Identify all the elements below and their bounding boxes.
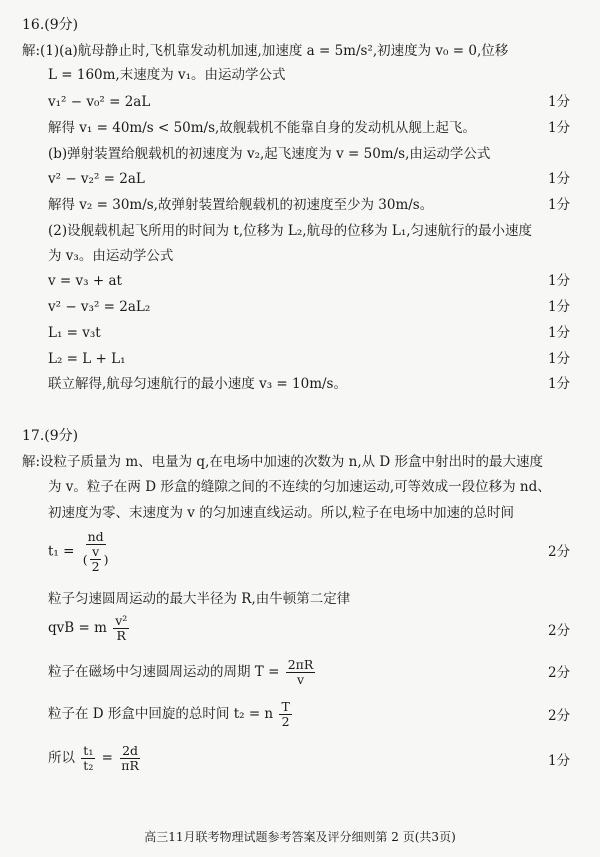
eq-ratio-equals: = <box>101 750 113 766</box>
eq-T-den: v <box>296 672 305 687</box>
eq-t1-inner-fraction <box>90 545 102 574</box>
q16-eq-4: v² − v₃² = 2aL₂ <box>48 299 151 315</box>
q17-line-2: 为 v。粒子在两 D 形盒的缝隙之间的不连续的匀加速运动,可等效成一段位移为 nd、 <box>48 479 551 495</box>
eq-t2-num: T <box>281 699 290 714</box>
eq-qvb-num: v² <box>115 613 128 628</box>
q17-eq-period <box>48 658 317 687</box>
eq-qvb-fraction <box>113 614 129 643</box>
q16-eq-1: v₁² − v₀² = 2aL <box>48 94 151 110</box>
q17-line-6: 粒子在 D 形盒中回旋的总时间 <box>48 706 230 722</box>
q16-heading: 16.(9分) <box>22 17 79 33</box>
eq-t1-lhs: t₁ = <box>48 543 75 560</box>
q16-line-14: 联立解得,航母匀速航行的最小速度 v₃ = 10m/s。 <box>48 376 347 392</box>
q17-eq-ratio <box>48 744 143 773</box>
q16-eq-5: L₁ = v₃t <box>48 325 101 341</box>
q16-eq-6: L₂ = L + L₁ <box>48 351 126 367</box>
q16-score-4: 1分 <box>548 197 571 213</box>
eq-t1-inner-den: 2 <box>91 559 100 574</box>
q16-eq-2: v² − v₂² = 2aL <box>48 171 145 187</box>
q16-line-2: L = 160m,末速度为 v₁。由运动学公式 <box>48 67 286 83</box>
q17-score-3: 2分 <box>548 665 571 681</box>
q16-line-5: (b)弹射装置给舰载机的初速度为 v₂,起飞速度为 v = 50m/s,由运动学公式 <box>48 146 491 162</box>
q17-line-4: 粒子匀速圆周运动的最大半径为 R,由牛顿第二定律 <box>48 591 351 607</box>
q16-score-3: 1分 <box>548 171 571 187</box>
q16-score-8: 1分 <box>548 351 571 367</box>
q16-score-7: 1分 <box>548 325 571 341</box>
q17-eq-t2 <box>48 700 294 729</box>
q17-eq-qvb <box>48 614 131 643</box>
eq-T-lhs: T = <box>254 664 280 680</box>
q16-line-8: (2)设舰载机起飞所用的时间为 t,位移为 L₂,航母的位移为 L₁,匀速航行的最小速度 <box>48 223 533 239</box>
q17-line-5: 粒子在磁场中匀速圆周运动的周期 <box>48 664 251 680</box>
eq-ratio-num2: 2d <box>122 743 139 758</box>
eq-t1-paren-open: ( <box>82 551 88 567</box>
eq-T-num: 2πR <box>287 657 314 672</box>
eq-t1-denominator <box>81 545 111 574</box>
q17-eq-t1 <box>48 530 112 574</box>
eq-t1-numerator: nd <box>87 529 104 544</box>
q17-score-4: 2分 <box>548 708 571 724</box>
q16-line-4: 解得 v₁ = 40m/s < 50m/s,故舰载机不能靠自身的发动机从舰上起飞。 <box>48 120 476 136</box>
q16-eq-3: v = v₃ + at <box>48 273 122 289</box>
eq-t1-paren-close: ) <box>103 551 109 567</box>
eq-ratio-den2: πR <box>121 758 139 773</box>
eq-qvb-lhs: qvB = m <box>48 620 107 636</box>
eq-T-fraction <box>286 658 316 687</box>
eq-ratio-right <box>119 744 141 773</box>
q16-score-2: 1分 <box>548 120 571 136</box>
q17-score-5: 1分 <box>548 753 571 769</box>
q17-heading: 17.(9分) <box>22 428 79 444</box>
q16-score-1: 1分 <box>548 94 571 110</box>
eq-t1-inner-num: v <box>92 544 100 559</box>
q16-score-6: 1分 <box>548 299 571 315</box>
eq-ratio-den1: t₂ <box>83 758 94 773</box>
q16-score-5: 1分 <box>548 273 571 289</box>
q16-line-7: 解得 v₂ = 30m/s,故弹射装置给舰载机的初速度至少为 30m/s。 <box>48 197 434 213</box>
eq-ratio-left <box>81 744 95 773</box>
eq-t1-fraction <box>81 530 111 574</box>
q17-line-3: 初速度为零、末速度为 v 的匀加速直线运动。所以,粒子在电场中加速的总时间 <box>48 505 514 521</box>
eq-ratio-num1: t₁ <box>83 743 94 758</box>
page-footer: 高三11月联考物理试题参考答案及评分细则第 2 页(共3页) <box>144 830 456 844</box>
q16-line-9: 为 v₃。由运动学公式 <box>48 248 174 264</box>
eq-qvb-den: R <box>116 628 126 643</box>
q17-score-2: 2分 <box>548 623 571 639</box>
q17-line-7: 所以 <box>48 750 75 766</box>
q16-line-1: 解:(1)(a)航母静止时,飞机靠发动机加速,加速度 a = 5m/s²,初速度为 v₀ = 0,位移 <box>22 43 509 59</box>
eq-t2-den: 2 <box>281 714 290 729</box>
q17-line-1: 解:设粒子质量为 m、电量为 q,在电场中加速的次数为 n,从 D 形盒中射出时的最大速度 <box>22 454 544 470</box>
eq-t2-lhs: t₂ = n <box>233 706 274 722</box>
q16-score-9: 1分 <box>548 376 571 392</box>
q17-score-1: 2分 <box>548 544 571 560</box>
eq-t2-fraction <box>279 700 291 729</box>
